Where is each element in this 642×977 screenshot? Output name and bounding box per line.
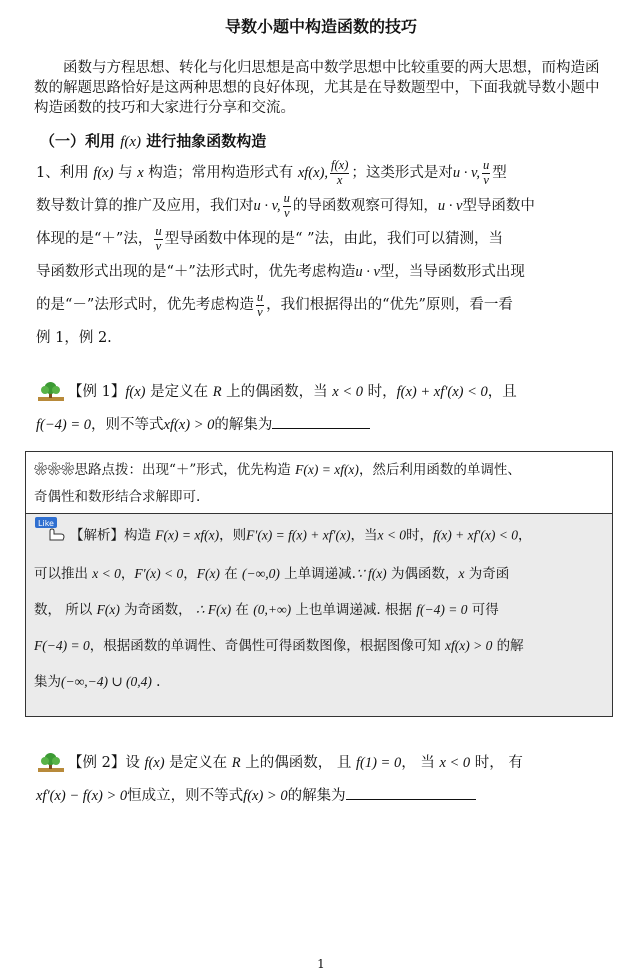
- math: F′(x) < 0: [134, 566, 184, 581]
- text: 集为: [34, 674, 61, 690]
- text: ，我们根据得出的“优先”原则，看一看: [266, 297, 513, 313]
- math: F(−4) = 0: [34, 638, 90, 653]
- text: ，: [183, 566, 197, 582]
- fraction-u-over-v: [154, 225, 162, 252]
- text: 时，: [363, 384, 397, 400]
- math: f(−4) = 0: [36, 417, 92, 433]
- math: u · v,: [452, 165, 481, 181]
- text: 例 1，例 2.: [36, 330, 112, 346]
- math: xf′(x) − f(x) > 0: [36, 788, 128, 804]
- page-number: 1: [317, 957, 325, 971]
- math: f(x) + xf′(x) < 0: [433, 527, 518, 543]
- math: x: [458, 566, 465, 581]
- hint-box: [25, 451, 613, 513]
- text: 设: [125, 755, 145, 771]
- math: x < 0: [439, 755, 471, 771]
- text: ，: [120, 566, 135, 582]
- fraction-numerator: u: [256, 290, 264, 305]
- answer-blank[interactable]: [346, 785, 476, 800]
- answer-blank[interactable]: [272, 414, 370, 429]
- text: 的解集为: [287, 788, 346, 804]
- fraction-u-over-v: [283, 192, 291, 219]
- text: 型，当导函数形式出现: [379, 264, 525, 280]
- math: f(−4) = 0: [416, 602, 468, 617]
- fraction-numerator: u: [155, 224, 162, 239]
- solution-label: 【解析】: [70, 527, 124, 544]
- math: R: [212, 384, 222, 400]
- text: 构造；常用构造形式有: [143, 165, 298, 181]
- text: 上的偶函数， 且: [240, 755, 356, 771]
- text: ；这类形式是对: [351, 165, 453, 181]
- text: 的导函数观察可得知，: [292, 198, 438, 214]
- text: .: [151, 674, 161, 690]
- text: ，: [517, 527, 532, 544]
- math: x < 0: [332, 384, 363, 400]
- text: 思路点拨：出现“＋”形式，优先构造: [74, 462, 296, 478]
- text: 时，: [406, 527, 434, 544]
- text: 可以推出: [34, 566, 93, 582]
- math: ∵ f(x): [355, 566, 387, 581]
- math: x < 0: [92, 566, 121, 581]
- text: 导函数形式出现的是“＋”法形式时，优先考虑构造: [36, 264, 356, 280]
- fraction-u-over-v: [256, 291, 264, 318]
- intro-paragraph: 函数与方程思想、转化与化归思想是高中数学思想中比较重要的两大思想，而构造函数的解题思路恰好是这两种思想的良好体现，尤其是在导数题型中，下面我就导数小题中构造函数的技巧和大家进行分享和交流。: [34, 60, 600, 116]
- math: xf(x) > 0: [445, 638, 493, 653]
- text: 可得: [467, 602, 499, 618]
- math: x: [137, 165, 144, 181]
- math: ∴ F(x): [195, 602, 232, 617]
- text: 奇偶性和数形结合求解即可.: [34, 489, 201, 505]
- text: ，且: [487, 384, 517, 400]
- text: ，然后利用函数的单调性、: [358, 462, 521, 478]
- math: F(x): [196, 566, 220, 581]
- text: 数导数计算的推广及应用，我们对: [36, 198, 254, 214]
- text: ，则: [219, 527, 247, 544]
- text: ，根据函数的单调性、奇偶性可得函数图像，根据图像可知: [89, 638, 446, 654]
- section-suffix: 进行抽象函数构造: [141, 132, 267, 150]
- text: 的是“－”法形式时，优先考虑构造: [36, 297, 254, 313]
- solution-box: [25, 513, 613, 717]
- badge-text: Like: [38, 519, 54, 528]
- text: 为奇函数，: [119, 602, 196, 618]
- math: f(1) = 0: [355, 755, 402, 771]
- math: u · v: [355, 264, 380, 280]
- text: 是定义在: [164, 755, 232, 771]
- math: R: [231, 755, 241, 771]
- fraction-denominator: v: [155, 238, 162, 253]
- example-label: 【例 2】: [68, 755, 126, 771]
- example-label: 【例 1】: [68, 384, 126, 400]
- text: 是定义在: [145, 384, 213, 400]
- text: 上单调递减.: [279, 566, 356, 582]
- math: u · v: [437, 198, 463, 214]
- text: 型导函数中体现的是“ ”法，由此，我们可以猜测，当: [164, 231, 504, 247]
- text: 恒成立，则不等式: [127, 788, 244, 804]
- fraction-numerator: f(x): [331, 158, 349, 173]
- math: f(x) > 0: [243, 788, 288, 804]
- text: ， 当: [401, 755, 440, 771]
- math: f(x): [125, 384, 146, 400]
- text: 上也单调递减. 根据: [291, 602, 417, 618]
- math: F(x): [96, 602, 120, 617]
- text: 为偶函数，: [386, 566, 459, 582]
- text: ，则不等式: [91, 417, 164, 433]
- text: 的解: [492, 638, 524, 654]
- fraction-u-over-v: [482, 159, 490, 186]
- like-hand-icon: [34, 516, 68, 556]
- math: F(x) = xf(x): [155, 527, 220, 543]
- math: x < 0: [377, 527, 407, 543]
- math: u · v,: [253, 198, 281, 214]
- text: 上的偶函数，当: [221, 384, 333, 400]
- method-paragraph: [36, 157, 610, 355]
- text: 1、利用: [36, 165, 94, 181]
- math: f(x) + xf′(x) < 0: [396, 384, 488, 400]
- math: xf(x),: [297, 165, 329, 181]
- fraction-denominator: v: [283, 205, 290, 220]
- document-title: 导数小题中构造函数的技巧: [224, 17, 417, 36]
- math: F(x) = xf(x): [295, 462, 359, 477]
- example-1: [36, 376, 610, 442]
- math: (−∞,0): [242, 566, 280, 581]
- fraction-denominator: x: [336, 172, 343, 187]
- flower-icons: ❀❀❀: [34, 462, 75, 478]
- section-heading: [40, 130, 266, 151]
- math: F′(x) = f(x) + xf′(x): [246, 527, 351, 543]
- text: ，当: [350, 527, 378, 544]
- text: 在: [219, 566, 243, 582]
- fraction-denominator: v: [483, 172, 489, 187]
- math: f(x): [93, 165, 114, 181]
- section-prefix: （一）利用: [40, 132, 121, 150]
- example-2: [36, 747, 610, 813]
- text: 型导函数中: [462, 198, 535, 214]
- fraction-denominator: v: [257, 304, 263, 319]
- text: 时， 有: [470, 755, 523, 771]
- tree-book-icon: [36, 752, 66, 774]
- fraction-numerator: u: [483, 158, 490, 173]
- text: 在: [231, 602, 254, 618]
- text: 数， 所以: [34, 602, 97, 618]
- math: xf(x) > 0: [163, 417, 215, 433]
- math: (0,+∞): [253, 602, 292, 617]
- text: 的解集为: [214, 417, 273, 433]
- math: (−∞,−4) ∪ (0,4): [61, 674, 152, 689]
- tree-book-icon: [36, 381, 66, 403]
- math: f(x): [144, 755, 165, 771]
- text: 构造: [124, 527, 156, 544]
- section-math: f(x): [120, 134, 142, 150]
- text: 为奇函: [464, 566, 510, 582]
- fraction-f-over-x: [330, 159, 349, 186]
- text: 型: [492, 165, 507, 181]
- fraction-numerator: u: [283, 191, 290, 206]
- text: 体现的是“＋”法，: [36, 231, 153, 247]
- text: 与: [113, 165, 138, 181]
